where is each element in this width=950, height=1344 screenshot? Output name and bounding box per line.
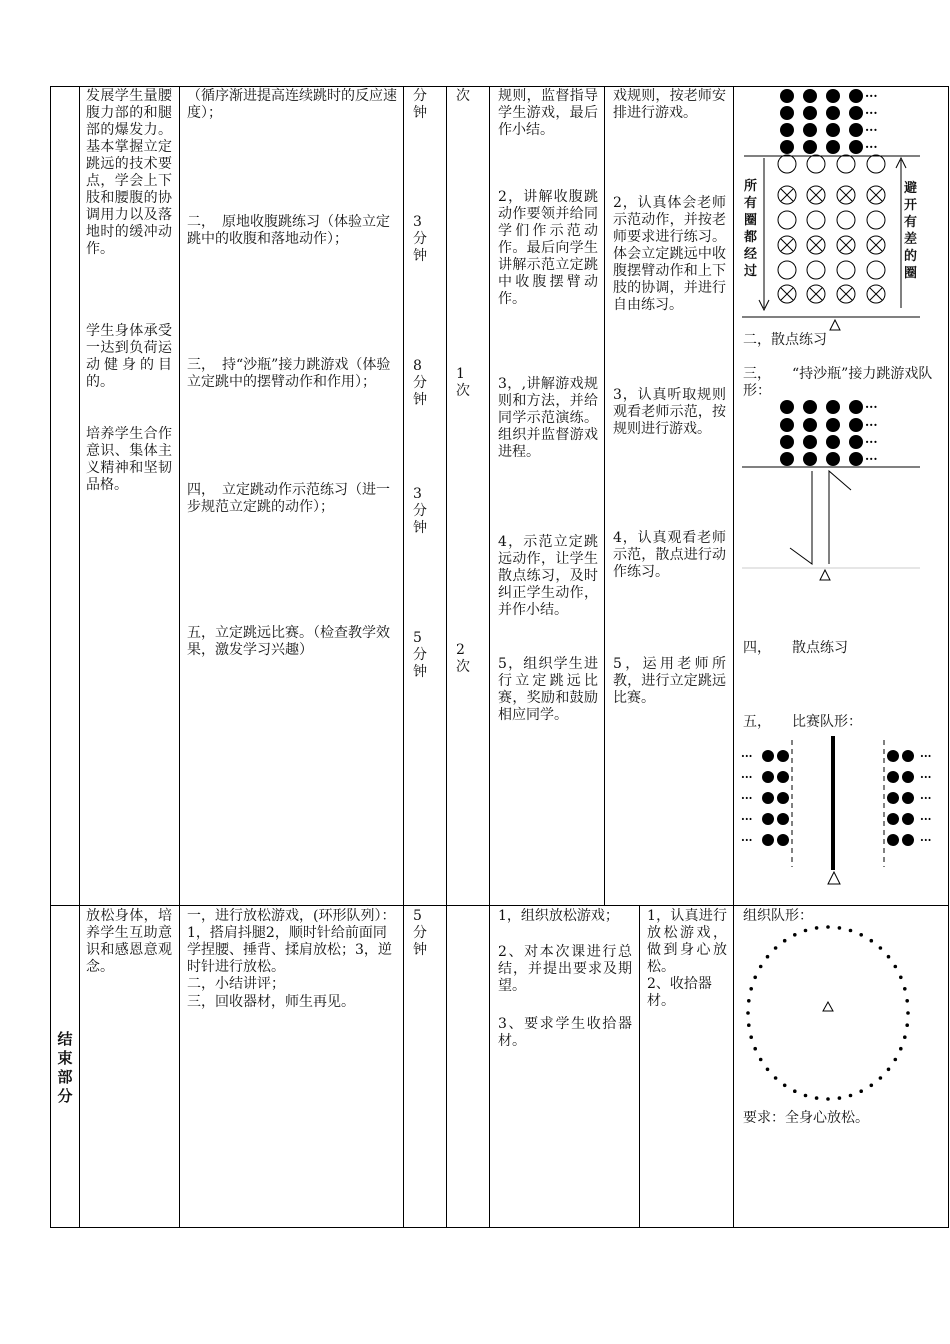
- content-item-4: 四， 立定跳动作示范练习（进一步规范立定跳的动作）；: [187, 482, 390, 515]
- teacher-item-5: 5，组织学生进行立定跳远比赛，奖励和鼓励相应同学。: [498, 656, 598, 723]
- ring-student-dot: [804, 929, 808, 933]
- svg-text:···: ···: [741, 834, 753, 847]
- svg-text:···: ···: [920, 792, 932, 805]
- ring-student-dot: [826, 925, 830, 929]
- student-item-5: 5，运用老师所教，进行立定跳远比赛。: [613, 656, 726, 706]
- ring-student-dot: [815, 1096, 819, 1100]
- ring-student-dot: [859, 1089, 863, 1093]
- time-5: 5分钟: [413, 630, 427, 680]
- student-item-4: 4，认真观看老师示范，散点进行动作练习。: [613, 530, 726, 580]
- end-teacher-2: 2、对本次课进行总结，并提出要求及期望。: [498, 944, 632, 994]
- ring-student-dot: [879, 1076, 883, 1080]
- ring-student-dot: [746, 1011, 750, 1015]
- ring-student-dot: [906, 1011, 910, 1015]
- svg-text:···: ···: [865, 452, 878, 466]
- svg-text:···: ···: [865, 123, 878, 137]
- time-4: 3分钟: [413, 486, 427, 536]
- ring-student-dot: [879, 946, 883, 950]
- route-label-right: 避开有差的圈: [904, 181, 918, 281]
- ring-student-dot: [749, 987, 753, 991]
- svg-text:···: ···: [865, 435, 878, 449]
- ring-student-dot: [766, 1068, 770, 1072]
- org-item-3: 三， “持沙瓶”接力跳游戏队形：: [743, 366, 933, 399]
- ring-student-dot: [783, 1084, 787, 1088]
- content-item-5: 五，立定跳远比赛。（检查教学效果，激发学习兴趣）: [187, 625, 390, 658]
- time-2: 3分钟: [413, 214, 427, 264]
- ring-student-dot: [759, 965, 763, 969]
- ring-student-dot: [859, 933, 863, 937]
- ring-student-dot: [747, 1023, 751, 1027]
- svg-text:···: ···: [920, 771, 932, 784]
- time-1: 分钟: [413, 88, 427, 121]
- ring-student-dot: [815, 926, 819, 930]
- ring-student-dot: [783, 939, 787, 943]
- end-teacher-3: 3、要求学生收拾器材。: [498, 1016, 632, 1049]
- content-item-2: 二， 原地收腹跳练习（体验立定跳中的收腹和落地动作）；: [187, 214, 390, 247]
- ring-student-dot: [753, 976, 757, 980]
- ring-student-dot: [905, 999, 909, 1003]
- route-label-left: 所有圈都经过: [744, 179, 758, 279]
- end-student-1: 1，认真进行放松游戏，做到身心放松。: [647, 908, 727, 975]
- svg-text:···: ···: [865, 106, 878, 120]
- svg-text:···: ···: [741, 813, 753, 826]
- goal-text-2: 学生身体承受一达到负荷运动健身的目的。: [86, 323, 172, 390]
- ring-student-dot: [774, 1076, 778, 1080]
- ring-student-dot: [838, 926, 842, 930]
- ring-student-dot: [899, 976, 903, 980]
- section-label-end: 结束部分: [57, 1030, 73, 1105]
- end-content-3: 三，回收器材，师生再见。: [187, 994, 355, 1010]
- student-item-2: 2，认真体会老师示范动作，并按老师要求进行练习。体会立定跳远中收腹摆臂动作和上下肢的协调，并进行自由练习。: [613, 195, 726, 313]
- svg-text:···: ···: [865, 89, 878, 103]
- svg-text:···: ···: [865, 140, 878, 154]
- svg-text:···: ···: [741, 792, 753, 805]
- ring-student-dot: [887, 955, 891, 959]
- end-student-2: 2、收拾器材。: [647, 976, 712, 1009]
- svg-text:···: ···: [920, 750, 932, 763]
- org-item-2: 二，散点练习: [743, 332, 827, 348]
- times-1: 次: [456, 88, 470, 104]
- ring-student-dot: [899, 1047, 903, 1051]
- ring-student-dot: [753, 1047, 757, 1051]
- ring-student-dot: [747, 999, 751, 1003]
- content-item-3: 三， 持“沙瓶”接力跳游戏（体验立定跳中的摆臂动作和作用）；: [187, 357, 391, 390]
- circle-formation-diagram: [734, 920, 948, 1110]
- formation-diagram-5: [734, 732, 948, 892]
- ring-student-dot: [905, 1023, 909, 1027]
- ring-student-dot: [826, 1097, 830, 1101]
- times-3: 2次: [456, 642, 470, 675]
- ring-student-dot: [903, 1035, 907, 1039]
- ring-student-dot: [766, 955, 770, 959]
- ring-student-dot: [903, 987, 907, 991]
- svg-text:···: ···: [920, 834, 932, 847]
- org-item-5: 五， 比赛队形：: [743, 714, 862, 730]
- ring-student-dot: [774, 946, 778, 950]
- svg-text:···: ···: [865, 400, 878, 414]
- end-goal-text: 放松身体，培养学生互助意识和感恩意观念。: [86, 908, 172, 975]
- ring-student-dot: [804, 1094, 808, 1098]
- teacher-item-2: 2，讲解收腹跳动作要领并给同学们作示范动作。最后向学生讲解示范立定跳中收腹摆臂动作。: [498, 189, 598, 307]
- ring-student-dot: [759, 1058, 763, 1062]
- ring-student-dot: [749, 1035, 753, 1039]
- svg-text:···: ···: [741, 771, 753, 784]
- end-content-2: 二，小结讲评；: [187, 976, 285, 992]
- goal-text-3: 培养学生合作意识、集体主义精神和坚韧品格。: [86, 426, 172, 493]
- student-item-1: 戏规则，按老师安排进行游戏。: [613, 88, 726, 121]
- ring-student-dot: [870, 939, 874, 943]
- svg-text:···: ···: [865, 418, 878, 432]
- end-time: 5分钟: [413, 908, 427, 958]
- org-item-4: 四， 散点练习: [743, 640, 848, 656]
- teacher-item-4: 4，示范立定跳远动作，让学生散点练习，及时纠正学生动作，并作小结。: [498, 534, 598, 618]
- content-item-1: （循序渐进提高连续跳时的反应速度）；: [187, 88, 397, 121]
- ring-student-dot: [793, 933, 797, 937]
- end-teacher-1: 1，组织放松游戏；: [498, 908, 619, 924]
- teacher-item-3: 3，,讲解游戏规则和方法，并给同学示范演练。组织并监督游戏进程。: [498, 376, 598, 460]
- student-item-3: 3，认真听取规则观看老师示范，按规则进行游戏。: [613, 387, 726, 437]
- svg-text:···: ···: [920, 813, 932, 826]
- svg-text:···: ···: [741, 750, 753, 763]
- ring-student-dot: [849, 1094, 853, 1098]
- ring-student-dot: [793, 1089, 797, 1093]
- ring-student-dot: [887, 1068, 891, 1072]
- teacher-item-1: 规则，监督指导学生游戏，最后作小结。: [498, 88, 598, 138]
- ring-student-dot: [838, 1096, 842, 1100]
- ring-student-dot: [894, 965, 898, 969]
- ring-student-dot: [849, 929, 853, 933]
- times-2: 1次: [456, 366, 470, 399]
- end-content-1: 一，进行放松游戏，(环形队列）：1，搭肩抖腿2，顺时针给前面同学捏腰、捶背、揉肩放松；3，逆时针进行放松。: [187, 908, 396, 975]
- ring-student-dot: [870, 1084, 874, 1088]
- ring-student-dot: [894, 1058, 898, 1062]
- end-org-title: 组织队形：: [743, 908, 813, 924]
- formation-diagram-3: [734, 396, 948, 592]
- time-3: 8分钟: [413, 358, 427, 408]
- end-org-requirement: 要求：全身心放松。: [743, 1110, 869, 1126]
- goal-text-1: 发展学生量腰腹力部的和腿部的爆发力。基本掌握立定跳远的技术要点，学会上下肢和腰腹的协调用力以及落地时的缓冲动作。: [86, 88, 172, 257]
